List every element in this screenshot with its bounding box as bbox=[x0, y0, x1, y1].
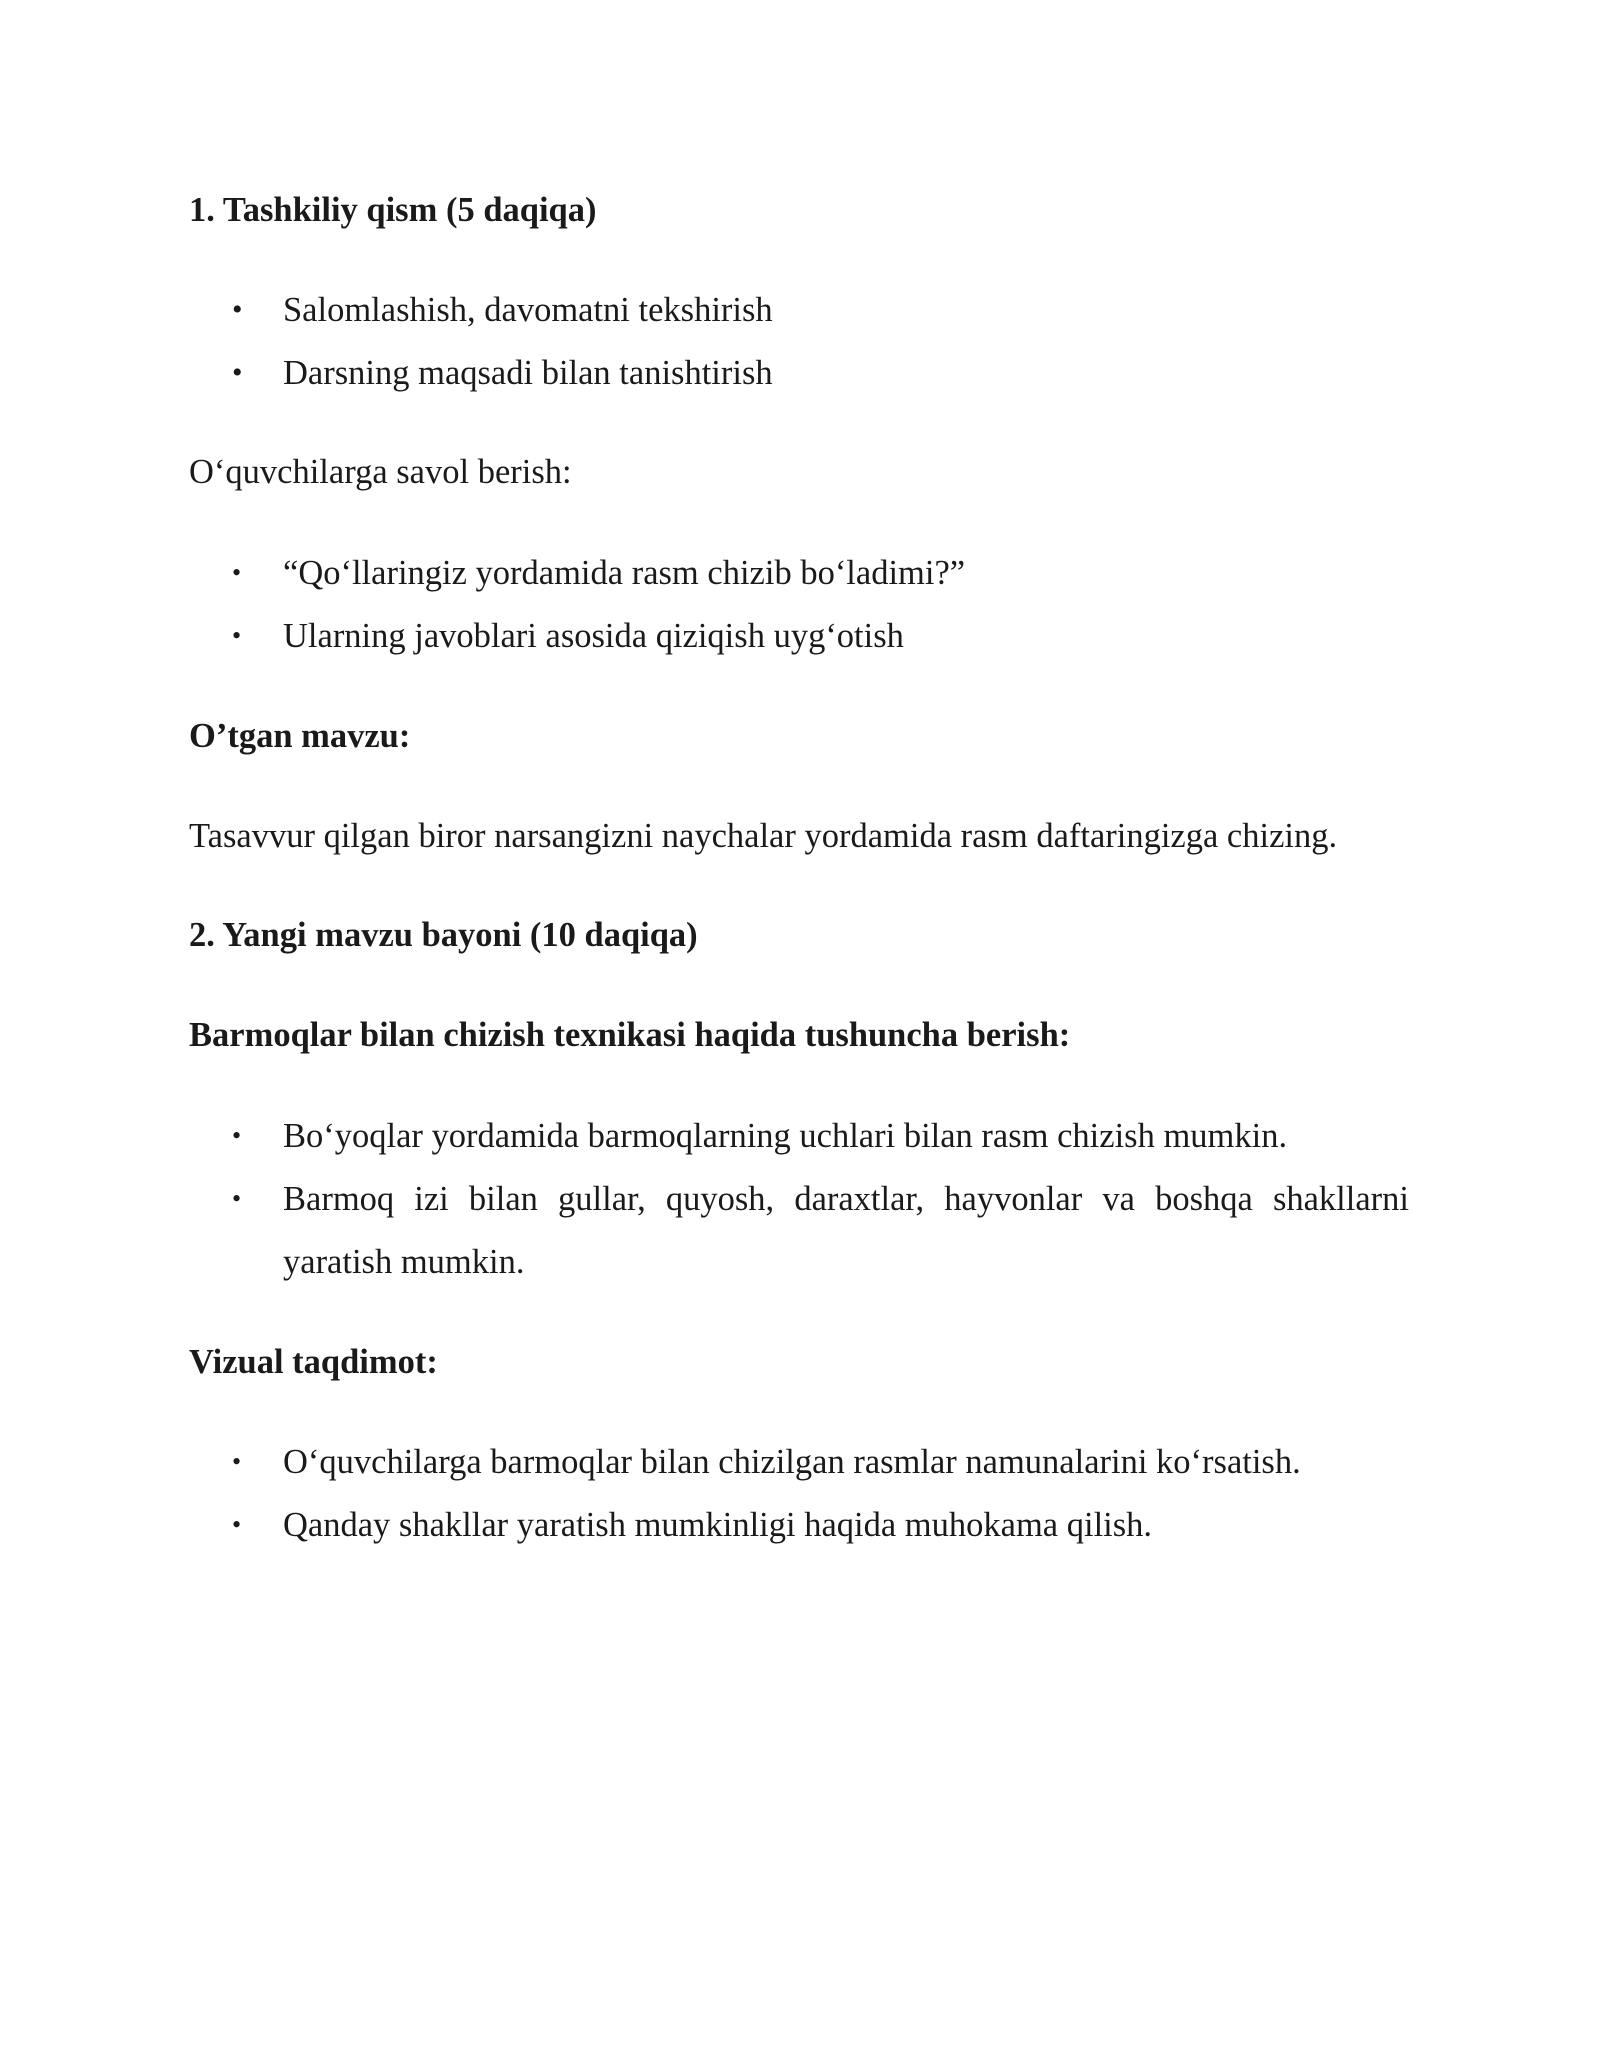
visual-heading: Vizual taqdimot: bbox=[189, 1343, 438, 1381]
list-item: Bo‘yoqlar yordamida barmoqlarning uchlari bilan rasm chizish mumkin. bbox=[283, 1117, 1288, 1155]
list-item: Salomlashish, davomatni tekshirish bbox=[283, 291, 773, 329]
bullet-marker: • bbox=[232, 1510, 242, 1539]
list-item-multiline: Barmoq izi bilan gullar, quyosh, daraxtlar, hayvonlar va boshqa shakllarni yaratish mumkin. bbox=[283, 1180, 1409, 1281]
bullet-marker: • bbox=[232, 1447, 242, 1476]
list-item: “Qo‘llaringiz yordamida rasm chizib bo‘ladimi?” bbox=[283, 554, 966, 592]
list-item: Qanday shakllar yaratish mumkinligi haqida muhokama qilish. bbox=[283, 1506, 1153, 1544]
bullet-marker: • bbox=[232, 621, 242, 650]
question-intro: O‘quvchilarga savol berish: bbox=[189, 453, 572, 491]
bullet-marker: • bbox=[232, 356, 243, 389]
past-topic-text: Tasavvur qilgan biror narsangizni naychalar yordamida rasm daftaringizga chizing. bbox=[189, 817, 1338, 855]
bullet-marker: • bbox=[232, 293, 243, 326]
list-item: O‘quvchilarga barmoqlar bilan chizilgan rasmlar namunalarini ko‘rsatish. bbox=[283, 1443, 1301, 1481]
section-2-heading: 2. Yangi mavzu bayoni (10 daqiqa) bbox=[189, 916, 698, 954]
technique-heading: Barmoqlar bilan chizish texnikasi haqida tushuncha berish: bbox=[189, 1016, 1071, 1054]
bullet-marker: • bbox=[232, 1184, 242, 1213]
section-1-heading: 1. Tashkiliy qism (5 daqiqa) bbox=[189, 191, 597, 229]
past-topic-heading: O’tgan mavzu: bbox=[189, 717, 411, 755]
bullet-marker: • bbox=[232, 1121, 242, 1150]
bullet-marker: • bbox=[232, 558, 242, 587]
list-item: Ularning javoblari asosida qiziqish uyg‘otish bbox=[283, 617, 904, 655]
list-item: Darsning maqsadi bilan tanishtirish bbox=[283, 354, 773, 392]
